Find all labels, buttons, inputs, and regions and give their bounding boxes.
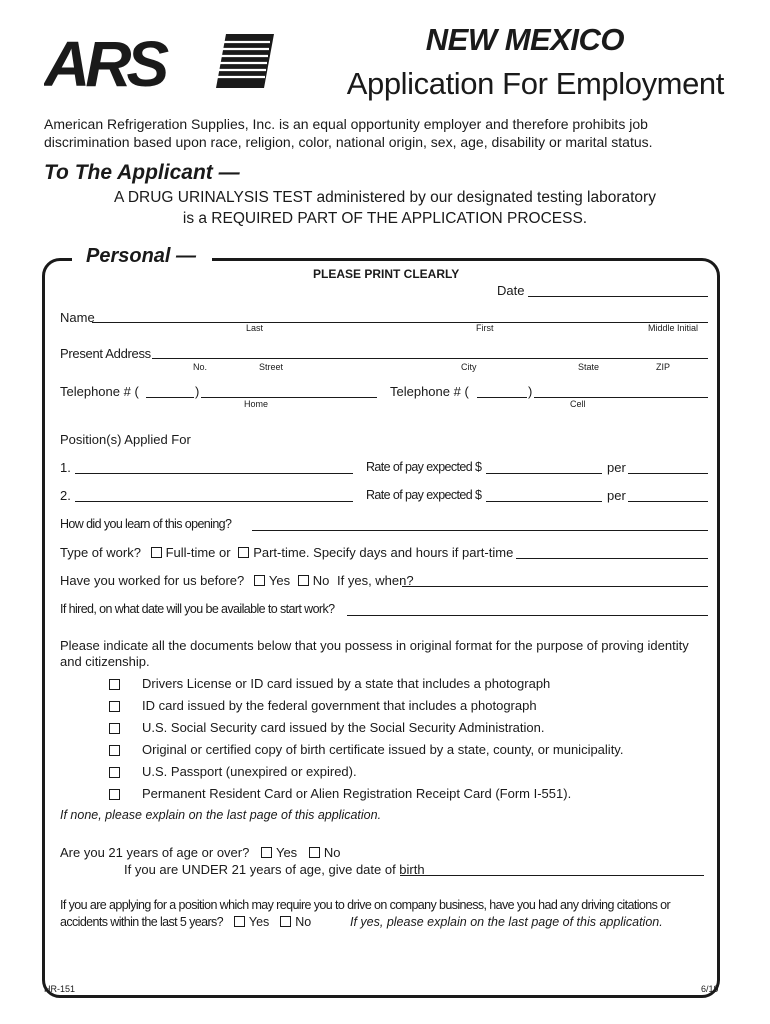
worked-before-label: Have you worked for us before? — [60, 573, 245, 588]
document-3-checkbox[interactable] — [109, 723, 120, 734]
address-zip-caption: ZIP — [656, 362, 671, 372]
cell-area-code-field[interactable] — [477, 397, 527, 398]
learn-label: How did you learn of this opening? — [60, 517, 232, 531]
document-2-checkbox[interactable] — [109, 701, 120, 712]
address-field[interactable] — [152, 358, 708, 359]
home-phone-field[interactable] — [201, 397, 377, 398]
start-date-field[interactable] — [347, 615, 708, 616]
cell-caption: Cell — [570, 399, 586, 409]
if-none-note: If none, please explain on the last page of this application. — [60, 808, 382, 822]
document-4-label: Original or certified copy of birth certificate issued by a state, county, or municipality. — [142, 742, 624, 757]
document-3-label: U.S. Social Security card issued by the Social Security Administration. — [142, 720, 545, 735]
position-1-field[interactable] — [75, 473, 353, 474]
document-5-checkbox[interactable] — [109, 767, 120, 778]
logo-text: ARS — [44, 30, 165, 94]
driving-no-checkbox[interactable] — [280, 916, 291, 927]
applicant-heading: To The Applicant — — [44, 161, 240, 184]
driving-question-line2: accidents within the last 5 years? — [60, 915, 224, 929]
state-title: NEW MEXICO — [425, 22, 624, 57]
document-1-checkbox[interactable] — [109, 679, 120, 690]
birth-date-field[interactable] — [400, 875, 704, 876]
form-number: HR-151 — [44, 984, 76, 994]
document-1-label: Drivers License or ID card issued by a state that includes a photograph — [142, 676, 551, 691]
drug-notice-line2: is a REQUIRED PART OF THE APPLICATION PROCESS. — [182, 210, 588, 227]
address-street-caption: Street — [259, 362, 284, 372]
positions-label: Position(s) Applied For — [60, 432, 191, 447]
date-label: Date — [497, 283, 525, 298]
age-label: Are you 21 years of age or over? — [60, 845, 250, 860]
age-no-checkbox[interactable] — [309, 847, 320, 858]
start-date-label: If hired, on what date will you be available to start work? — [60, 602, 335, 616]
address-label: Present Address — [60, 346, 151, 361]
name-label: Name — [60, 310, 95, 325]
eeo-statement: American Refrigeration Supplies, Inc. is an equal opportunity employer and therefore prohibits job discrimination based upon race, religion, color, national origin, sex, age, disability or marital status. — [44, 116, 653, 150]
driving-question-line1: If you are applying for a position which may require you to drive on company business, have you had any driving citations or — [60, 898, 671, 912]
worked-no-checkbox[interactable] — [298, 575, 309, 586]
ars-logo — [44, 30, 274, 94]
address-state-caption: State — [578, 362, 600, 372]
part-time-checkbox[interactable] — [238, 547, 249, 558]
age-yes-checkbox[interactable] — [261, 847, 272, 858]
personal-heading: Personal — — [86, 245, 197, 267]
worked-yes-checkbox[interactable] — [254, 575, 265, 586]
address-city-caption: City — [461, 362, 477, 372]
home-area-code-field[interactable] — [146, 397, 194, 398]
part-time-hours-field[interactable] — [516, 558, 708, 559]
page-title: Application For Employment — [346, 66, 724, 101]
per-2-field[interactable] — [628, 501, 708, 502]
type-work-label: Type of work? — [60, 545, 141, 560]
document-4-checkbox[interactable] — [109, 745, 120, 756]
print-clearly-note: PLEASE PRINT CLEARLY — [313, 267, 460, 281]
address-no-caption: No. — [193, 362, 208, 372]
driving-yes-checkbox[interactable] — [234, 916, 245, 927]
rate-1-field[interactable] — [486, 473, 602, 474]
document-2-label: ID card issued by the federal government that includes a photograph — [142, 698, 537, 713]
position-2-field[interactable] — [75, 501, 353, 502]
telephone-cell-label: Telephone # ( — [390, 384, 469, 399]
full-time-checkbox[interactable] — [151, 547, 162, 558]
worked-when-field[interactable] — [402, 586, 708, 587]
learn-field[interactable] — [252, 530, 708, 531]
logo-stripes-icon — [215, 34, 274, 88]
name-field[interactable] — [92, 322, 708, 323]
driving-explain-note: If yes, please explain on the last page of this application. — [350, 915, 663, 929]
document-5-label: U.S. Passport (unexpired or expired). — [142, 764, 357, 779]
per-1-field[interactable] — [628, 473, 708, 474]
name-middle-caption: Middle Initial — [648, 323, 699, 333]
personal-section-frame — [42, 258, 720, 998]
document-6-label: Permanent Resident Card or Alien Registration Receipt Card (Form I-551). — [142, 786, 572, 801]
date-field[interactable] — [528, 296, 708, 297]
cell-phone-field[interactable] — [534, 397, 708, 398]
under-21-label: If you are UNDER 21 years of age, give date of birth — [124, 862, 425, 877]
documents-intro: Please indicate all the documents below that you possess in original format for the purpose of proving identity and citizenship. — [60, 638, 689, 669]
document-6-checkbox[interactable] — [109, 789, 120, 800]
name-first-caption: First — [476, 323, 494, 333]
revision-date: 6/19 — [701, 984, 719, 994]
drug-notice-line1: A DRUG URINALYSIS TEST administered by our designated testing laboratory — [114, 189, 656, 206]
rate-2-field[interactable] — [486, 501, 602, 502]
name-last-caption: Last — [246, 323, 264, 333]
home-caption: Home — [244, 399, 269, 409]
telephone-home-label: Telephone # ( — [60, 384, 139, 399]
